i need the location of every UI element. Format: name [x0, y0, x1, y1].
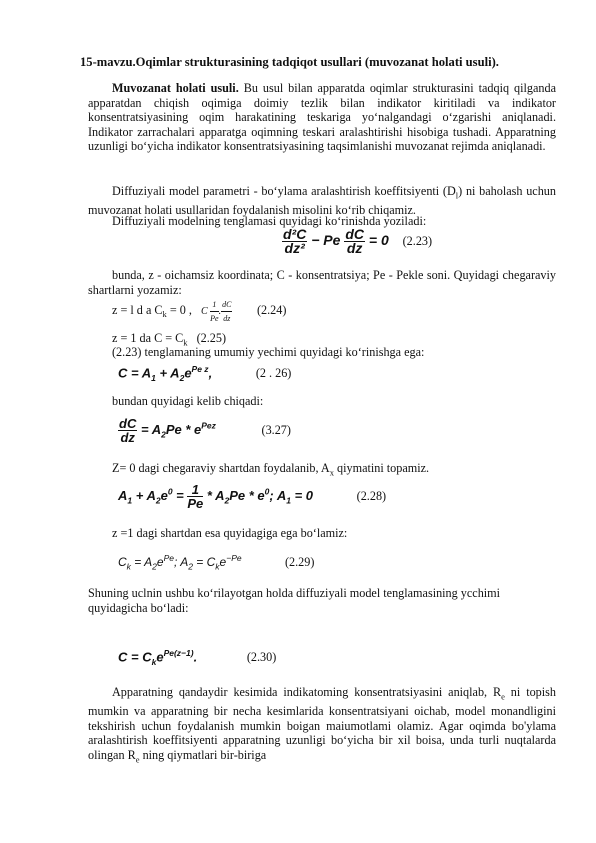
paragraph-diffusion-parameter	[88, 184, 556, 218]
paragraph-intro	[88, 81, 556, 154]
equation-2-29: $C_k = A_2e^{Pe}$; $A_2 = C_ke^{-Pe}$ (2.29)	[118, 553, 315, 572]
subscript: k	[162, 309, 167, 320]
paragraph-solution-statement: Shuning uclnin ushbu ko‘rilayotgan holda diffuziyali model tenglamasining ycchimi quyidagicha bo‘ladi:	[88, 586, 501, 615]
equation-number: (2.30)	[246, 650, 277, 665]
condition-text: z = l d a C	[112, 302, 163, 317]
equation-2-26: $C = A_1 + A_2e^{Pe z}$, (2 . 26)	[118, 364, 292, 383]
paragraph-model-equation: Diffuziyali modelning tenglamasi quyidagi ko‘rinishda yoziladi:	[112, 214, 427, 228]
paragraph-text: ) ni baholash uchun muvozanat holati usullaridan foydalanish misolini ko‘rib chiqamiz.	[88, 184, 556, 218]
condition-formula: C $\frac{1}{Pe}$ . $\frac{dC}{dz}$	[201, 300, 232, 323]
paragraph-text: Bu usul bilan apparatda oqimlar strukturasini tadqiq qilganda apparatdan chiqish oqimiga doimiy tezlik bilan indikator kiritiladi va indikator konsentratsiyasining oqim harakatining teskariga yo‘nalgandagi o‘zgarishi aniqlanadi. Indikator zarrachalari apparatga oqimning teskari aralashtirishi hisobiga tushadi. Apparatning uzunligi bo‘yicha indikator konsentratsiyasining taqsimlanishi muvozanat rejimda aniqlanadi.	[88, 81, 556, 154]
equation-term: − Pe	[311, 232, 341, 249]
boundary-condition-2-24	[112, 298, 286, 325]
paragraph-second-condition: z =1 dagi shartdan esa quyidagiga ega bo‘lamiz:	[112, 526, 348, 540]
equation-number: (2.29)	[284, 555, 315, 569]
condition-text: = 0 ,	[166, 302, 192, 317]
boundary-condition-2-25: z = 1 da $C = C_k$ (2.25)	[112, 331, 227, 348]
equation-number: (3.27)	[261, 422, 291, 437]
equation-2-30: $C = C_ke^{Pe(z-1)}$. (2.30)	[118, 648, 277, 667]
paragraph-general-solution: (2.23) tenglamaning umumiy yechimi quyidagi ko‘rinishga ega:	[112, 345, 425, 359]
equation-2-23	[282, 228, 432, 255]
equation-term: = 0	[368, 232, 389, 249]
equation-number: (2.23)	[402, 234, 433, 249]
equation-2-28: $A_1 + A_2e^0$ = $\frac{1}{Pe}$ * $A_2Pe * e^0$; $A_1 = 0$ (2.28)	[118, 482, 387, 511]
paragraph-derivation: bundan quyidagi kelib chiqadi:	[112, 394, 264, 408]
equation-number: (2.28)	[356, 488, 387, 503]
subscript: l	[455, 190, 459, 201]
page-title: 15-mavzu.Oqimlar strukturasining tadqiqot usullari (muvozanat holati usuli).	[80, 55, 499, 69]
paragraph-text: Diffuziyali model parametri - bo‘ylama aralashtirish koeffitsiyenti (D	[112, 184, 456, 198]
paragraph-boundary-intro: bunda, z - oichamsiz koordinata; C - konsentratsiya; Pe - Pekle soni. Quyidagi chegaraviy shartlarni yozamiz:	[88, 268, 556, 297]
equation-number: (2.24)	[256, 302, 287, 317]
fraction-denominator: dz	[346, 240, 363, 256]
fraction-denominator: dz²	[284, 240, 305, 256]
equation-number: (2.25)	[196, 331, 227, 345]
paragraph-conclusion: Apparatning qandaydir kesimida indikatoming konsentratsiyasini aniqlab, $R_e$ ni topish mumkin va apparatning bir necha kesimlarida konsentratsiyani oichab, model monandligini tekshirish uchun foydalanish mumkin boigan maiumotlami olamiz. Agar oqimda bo'ylama aralashtirish koeffitsiyenti apparatning uzunligi bo‘yicha bir xil boisa, unda turli nuqtalarda olingan $R_e$ ning qiymatlari bir-biriga	[88, 685, 556, 765]
equation-3-27: $\frac{dC}{dz}$ = $A_2Pe * e^{Pez}$ (3.27)	[119, 416, 291, 445]
paragraph-lead: Muvozanat holati usuli.	[112, 81, 239, 95]
fraction-numerator: dC	[345, 226, 364, 242]
fraction-numerator: d²C	[283, 226, 307, 242]
paragraph-find-coefficient: Z= 0 dagi chegaraviy shartdan foydalanib, $A_x$ qiymatini topamiz.	[112, 461, 430, 478]
equation-number: (2 . 26)	[255, 366, 292, 381]
